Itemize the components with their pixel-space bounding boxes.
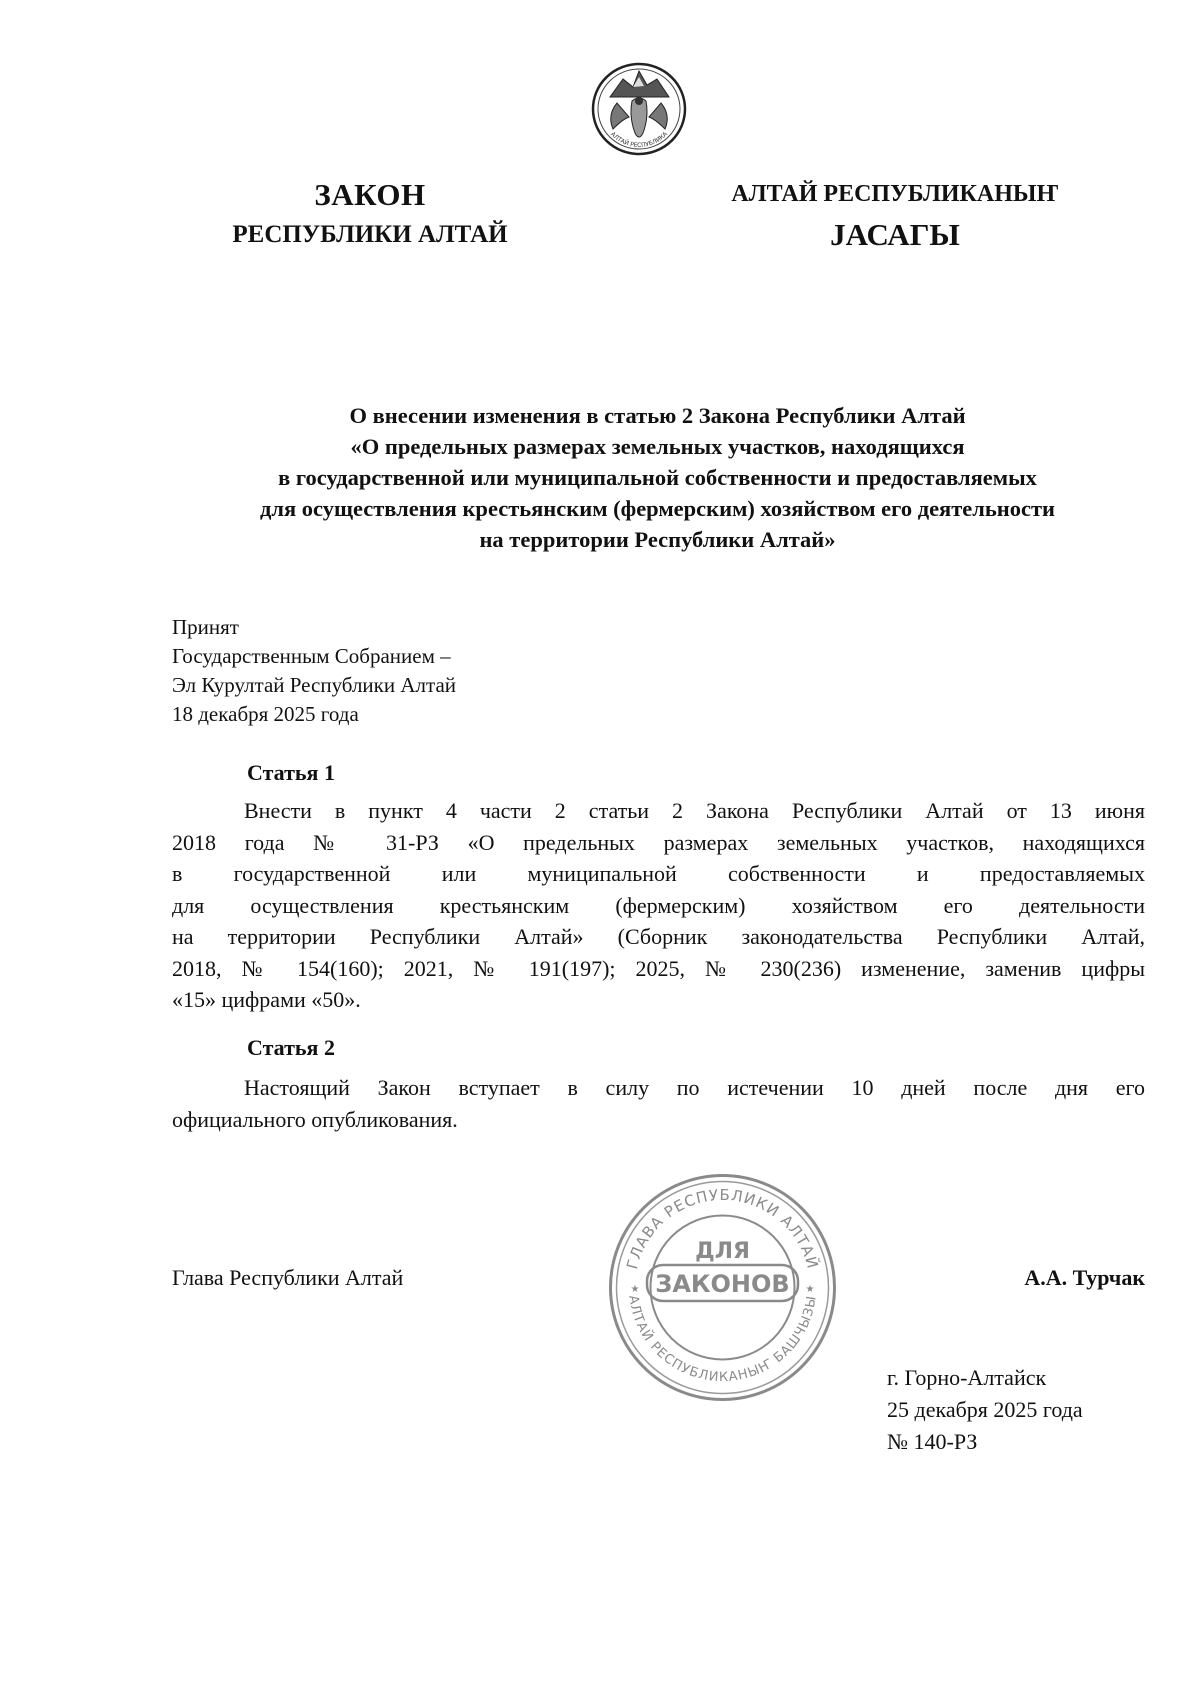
svg-text:АЛТАЙ РЕСПУБЛИКА: АЛТАЙ РЕСПУБЛИКА (609, 130, 669, 150)
seal-outer-bottom-text: АЛТАЙ РЕСПУБЛИКАНЫҤ БАШЧЫЗЫ (625, 1294, 820, 1386)
issue-details (887, 1362, 1083, 1458)
paragraph-line: 2018 года № 31-РЗ «О предельных размерах земельных участков, находящихся (172, 829, 1145, 855)
header-right (695, 176, 1095, 258)
altai-coat-of-arms-icon (577, 57, 701, 161)
adoption-info (172, 613, 456, 729)
paragraph-line: в государственной или муниципальной собственности и предоставляемых (172, 861, 1145, 886)
article-1-text (172, 795, 1145, 1016)
seal-center-line-2: ЗАКОНОВ (655, 1270, 790, 1298)
law-title (160, 400, 1155, 555)
official-seal (605, 1170, 840, 1405)
paragraph-line: для осуществления крестьянским (фермерским) хозяйством его деятельности (172, 892, 1145, 918)
adoption-date: 18 декабря 2025 года (172, 702, 359, 726)
seal-center-line-1: ДЛЯ (695, 1239, 750, 1264)
title-line: на территории Республики Алтай» (479, 527, 836, 552)
title-line: О внесении изменения в статью 2 Закона Республики Алтай (349, 403, 966, 428)
adoption-line: Принят (172, 615, 239, 639)
svg-text:★: ★ (630, 1284, 640, 1295)
paragraph-line: Настоящий Закон вступает в силу по истечении 10 дней после дня его (244, 1075, 1145, 1100)
title-line: в государственной или муниципальной собственности и предоставляемых (278, 465, 1037, 490)
article-2-text (172, 1072, 1145, 1135)
paragraph-line: Внести в пункт 4 части 2 статьи 2 Закона Республики Алтай от 13 июня (244, 798, 1145, 823)
signatory-title: Глава Республики Алтай (172, 1265, 404, 1290)
svg-text:★: ★ (805, 1284, 815, 1295)
paragraph-line: на территории Республики Алтай» (Сборник законодательства Республики Алтай, (172, 924, 1145, 949)
article-1-heading: Статья 1 (247, 760, 335, 785)
issue-city: г. Горно-Алтайск (887, 1365, 1047, 1390)
header-republic: РЕСПУБЛИКИ АЛТАЙ (232, 221, 508, 248)
adoption-line: Эл Курултай Республики Алтай (172, 673, 457, 697)
seal-outer-top-text: ГЛАВА РЕСПУБЛИКИ АЛТАЙ (623, 1185, 822, 1272)
title-line: «О предельных размерах земельных участков, находящихся (350, 434, 965, 459)
paragraph-line: официального опубликования. (172, 1106, 458, 1132)
article-2-heading: Статья 2 (247, 1035, 335, 1060)
signatory-name: А.А. Турчак (1024, 1265, 1145, 1290)
paragraph-line: «15» цифрами «50». (172, 987, 361, 1012)
header-law-word: ЗАКОН (314, 177, 426, 212)
issue-date: 25 декабря 2025 года (887, 1397, 1083, 1422)
law-number: № 140-РЗ (887, 1429, 978, 1454)
title-line: для осуществления крестьянским (фермерским) хозяйством его деятельности (259, 496, 1056, 521)
paragraph-line: 2018, № 154(160); 2021, № 191(197); 2025, № 230(236) изменение, заменив цифры (172, 955, 1145, 981)
adoption-line: Государственным Собранием – (172, 644, 451, 668)
header-altai-republic: АЛТАЙ РЕСПУБЛИКАНЫҤ (731, 181, 1059, 207)
header-left (190, 176, 550, 256)
header-jasagy: JАСАГЫ (830, 217, 960, 252)
